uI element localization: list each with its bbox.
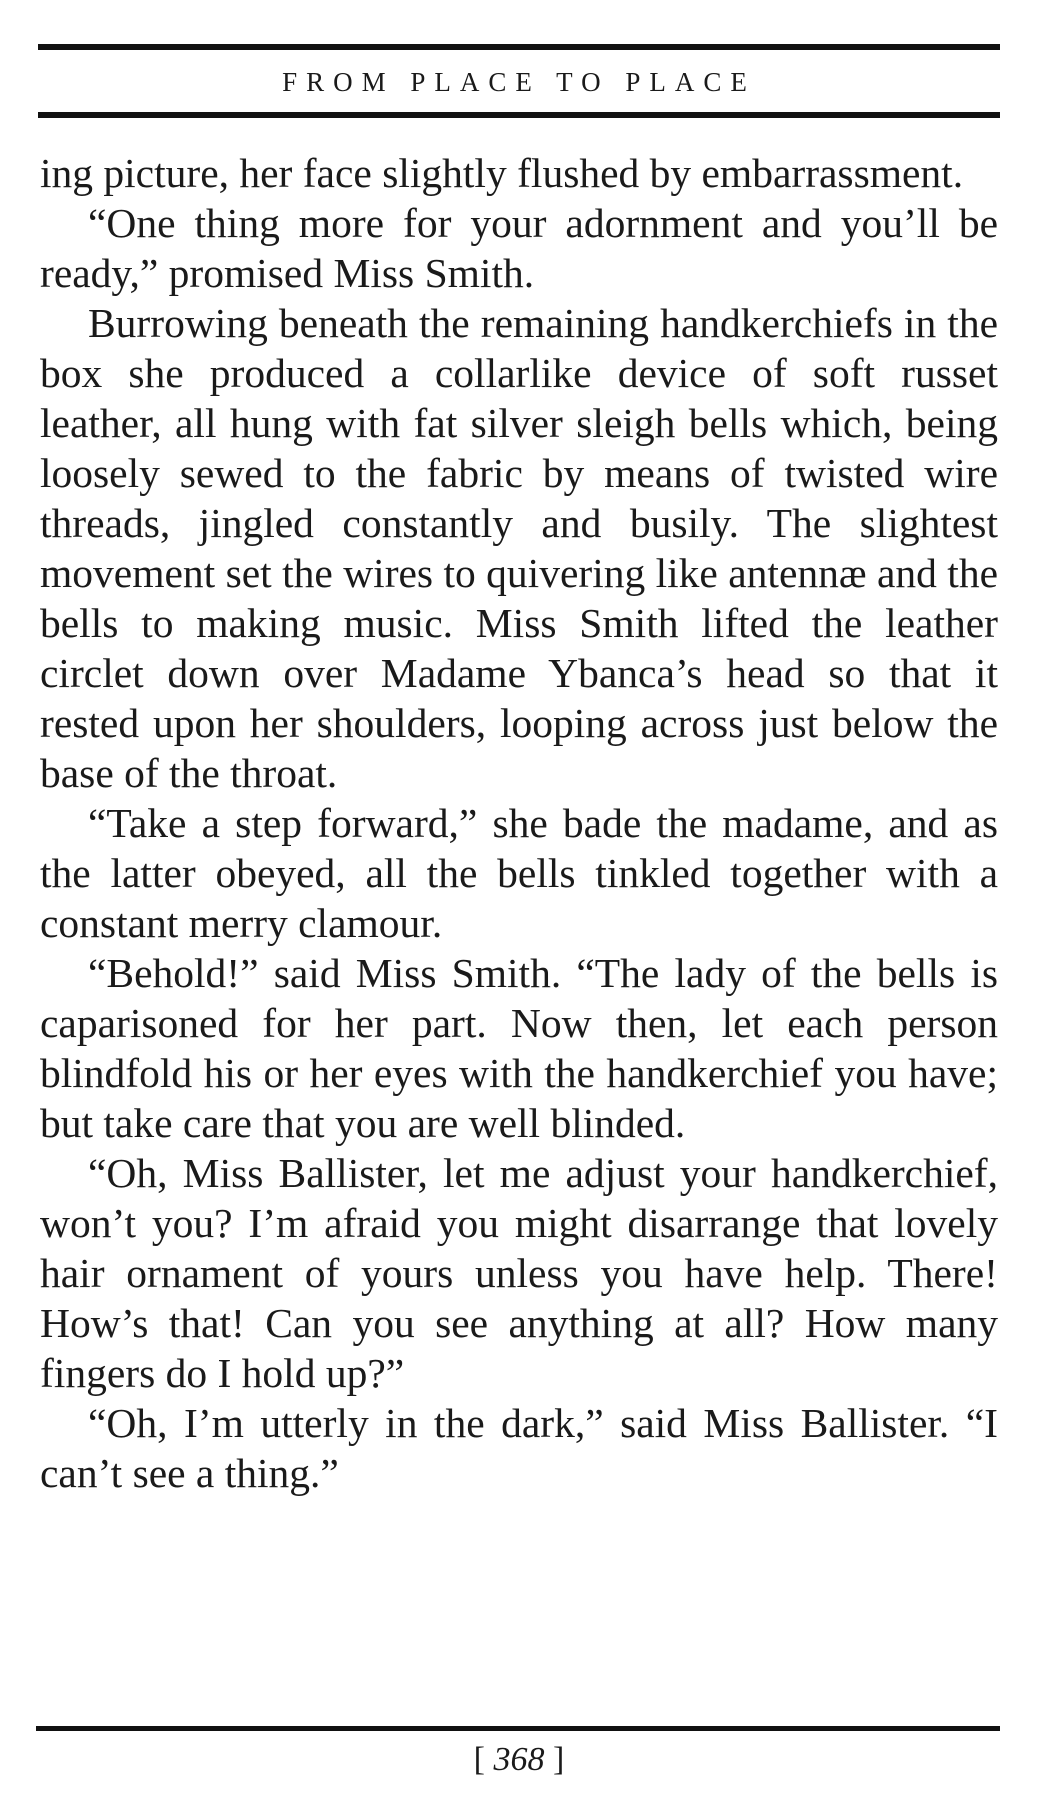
paragraph: Burrowing beneath the remaining handkerchiefs in the box she produced a collarlike device of soft russet leather, all hung with fat silver sleigh bells which, being loosely sewed to the fabric by means of twisted wire threads, jingled constantly and busily. The slightest movement set the wires to quivering like antennæ and the bells to making music. Miss Smith lifted the leather circlet down over Madame Ybanca’s head so that it rested upon her shoulders, looping across just below the base of the throat. — [40, 300, 998, 796]
footer-rule — [36, 1726, 1000, 1731]
running-head: FROM PLACE TO PLACE — [282, 67, 756, 97]
paragraph: “Oh, Miss Ballister, let me adjust your handkerchief, won’t you? I’m afraid you might disarrange that lovely hair ornament of yours unless you have help. There! How’s that! Can you see anything at all? How many fingers do I hold up?” — [40, 1150, 998, 1396]
paragraph: “Take a step forward,” she bade the madame, and as the latter obeyed, all the bells tinkled together with a constant merry clamour. — [40, 800, 998, 946]
folio-number: 368 — [493, 1741, 545, 1778]
paragraph: ing picture, her face slightly flushed by embarrassment. — [40, 150, 964, 196]
page-number — [0, 1740, 1038, 1780]
paragraph: “Behold!” said Miss Smith. “The lady of the bells is caparisoned for her part. Now then, let each person blindfold his or her eyes with the handkerchief you have; but take care that you are well blinded. — [40, 950, 998, 1146]
paragraph: “One thing more for your adornment and you’ll be ready,” promised Miss Smith. — [40, 200, 998, 296]
folio-bracket-open: [ — [473, 1741, 485, 1778]
header-rule-top — [38, 44, 1000, 50]
body-text — [40, 148, 998, 1498]
paragraph: “Oh, I’m utterly in the dark,” said Miss Ballister. “I can’t see a thing.” — [40, 1400, 998, 1496]
header-rule-bottom — [38, 112, 1000, 118]
folio-bracket-close: ] — [553, 1741, 565, 1778]
